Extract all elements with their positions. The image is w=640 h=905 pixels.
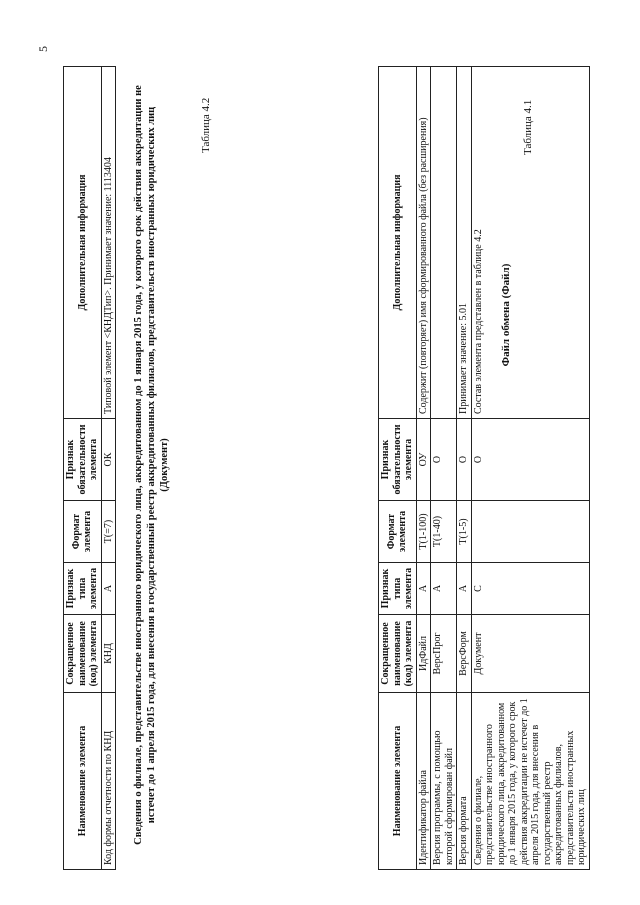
table-cell: Содержит (повторяет) имя сформированного файла (без расширения) xyxy=(416,67,431,419)
table-header-row xyxy=(379,67,417,870)
table-cell: ВерсПрог xyxy=(431,615,457,693)
table-cell: А xyxy=(457,563,472,615)
header-cell: Сокращенное наименование (код) элемента xyxy=(64,615,102,693)
table-cell: ОК xyxy=(101,419,116,501)
table-cell: А xyxy=(101,563,116,615)
table-cell: T(1-40) xyxy=(431,501,457,563)
table-cell: Идентификатор файла xyxy=(416,693,431,870)
header-cell: Дополнительная информация xyxy=(379,67,417,419)
table-row xyxy=(416,67,431,870)
table-cell: Версия программы, с помощью которой сформирован файл xyxy=(431,693,457,870)
table-cell: T(=7) xyxy=(101,501,116,563)
table-4-2-title: Сведения о филиале, представительстве иностранного юридического лица, аккредитованном до 1 января 2015 года, у которого срок действия аккредитации не истечет до 1 апреля 2015 года, для внесения в государственный реестр аккредитованных филиалов, представительств иностранных юридических лиц (Документ) xyxy=(133,85,171,845)
table-cell: Принимает значение: 5.01 xyxy=(457,67,472,419)
table-cell: T(1-5) xyxy=(457,501,472,563)
table-cell: О xyxy=(471,419,589,501)
table-cell: А xyxy=(431,563,457,615)
table-cell: С xyxy=(471,563,589,615)
header-cell: Признак типа элемента xyxy=(64,563,102,615)
table-4-2-caption: Таблица 4.2 xyxy=(200,97,212,153)
table-cell: Типовой элемент <КНДТип>. Принимает значение: 1113404 xyxy=(101,67,116,419)
table-cell xyxy=(431,67,457,419)
table-cell: КНД xyxy=(101,615,116,693)
table-4-2 xyxy=(63,66,116,870)
table-cell: О xyxy=(457,419,472,501)
table-cell: Код формы отчетности по КНД xyxy=(101,693,116,870)
table-header-row xyxy=(64,67,102,870)
header-cell: Формат элемента xyxy=(379,501,417,563)
header-cell: Наименование элемента xyxy=(64,693,102,870)
table-4-1-title: Файл обмена (Файл) xyxy=(500,263,512,367)
header-cell: Признак обязательности элемента xyxy=(64,419,102,501)
table-cell: Сведения о филиале, представительстве иностранного юридического лица, аккредитованном до 1 января 2015 года, у которого срок действия аккредитации не истечет до 1 апреля 2015 года, для внесения в государственный реестр аккредитованных филиалов, представительств иностранных юридических лиц xyxy=(471,693,589,870)
header-cell: Наименование элемента xyxy=(379,693,417,870)
header-cell: Сокращенное наименование (код) элемента xyxy=(379,615,417,693)
table-row xyxy=(101,67,116,870)
table-cell: ИдФайл xyxy=(416,615,431,693)
table-cell: T(1-100) xyxy=(416,501,431,563)
header-cell: Формат элемента xyxy=(64,501,102,563)
header-cell: Признак типа элемента xyxy=(379,563,417,615)
table-row xyxy=(471,67,589,870)
header-cell: Признак обязательности элемента xyxy=(379,419,417,501)
table-cell: О xyxy=(431,419,457,501)
table-row xyxy=(457,67,472,870)
table-4-1-caption: Таблица 4.1 xyxy=(522,99,534,155)
table-cell: ОУ xyxy=(416,419,431,501)
header-cell: Дополнительная информация xyxy=(64,67,102,419)
table-cell: ВерсФорм xyxy=(457,615,472,693)
table-4-1 xyxy=(378,66,590,870)
table-cell: Версия формата xyxy=(457,693,472,870)
table-cell: А xyxy=(416,563,431,615)
table-row xyxy=(431,67,457,870)
page-number: 5 xyxy=(36,46,50,52)
table-cell: Состав элемента представлен в таблице 4.2 xyxy=(471,67,589,419)
table-cell: Документ xyxy=(471,615,589,693)
table-cell xyxy=(471,501,589,563)
